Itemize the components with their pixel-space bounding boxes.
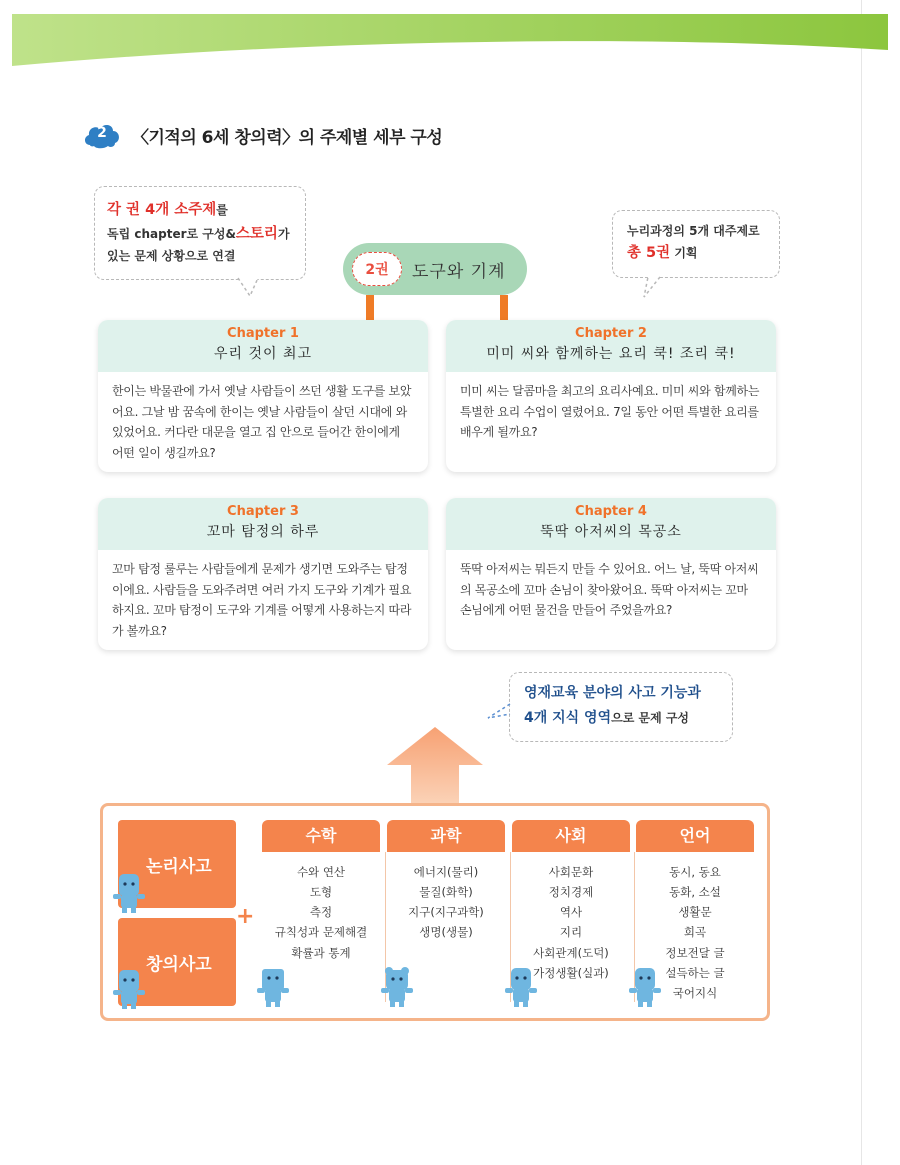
chapter-header <box>446 498 776 550</box>
chapter-header <box>98 320 428 372</box>
chapter-card-4 <box>446 498 776 650</box>
list-item: 정보전달 글 <box>665 945 725 960</box>
subject-title: 사회 <box>512 820 630 852</box>
list-item: 국어지식 <box>672 985 718 1000</box>
sign-post-left <box>366 295 374 321</box>
mascot-icon <box>628 966 662 1008</box>
callout-right-line-1: 누리과정의 5개 대주제로 <box>627 224 760 238</box>
list-item: 설득하는 글 <box>665 965 725 980</box>
section-number: 2 <box>97 125 107 141</box>
chapter-title: 뚝딱 아저씨의 목공소 <box>540 524 682 540</box>
list-item: 측정 <box>309 905 333 920</box>
plus-sign: + <box>236 904 255 929</box>
subject-title: 과학 <box>387 820 505 852</box>
section-title <box>82 118 442 152</box>
list-item: 물질(화학) <box>419 885 473 900</box>
volume-title: 도구와 기계 <box>412 261 506 282</box>
list-item: 역사 <box>559 905 583 920</box>
list-item: 희곡 <box>683 925 707 940</box>
chapter-body: 미미 씨는 달콤마을 최고의 요리사예요. 미미 씨와 함께하는 특별한 요리 수업이 열렸어요. 7일 동안 어떤 특별한 요리를 배우게 될까요? <box>460 384 760 440</box>
subject-title: 수학 <box>262 820 380 852</box>
chapter-card-3 <box>98 498 428 650</box>
subject-science <box>387 820 505 943</box>
list-item: 동시, 동요 <box>669 865 721 879</box>
chapter-title: 미미 씨와 함께하는 요리 쿡! 조리 쿡! <box>486 346 736 362</box>
page-edge-line <box>861 0 862 1165</box>
callout-left-line-1: 각 권 4개 소주제를 <box>107 202 228 218</box>
top-green-band <box>0 0 900 80</box>
list-item: 가정생활(실과) <box>533 965 609 980</box>
section-number-badge <box>82 119 122 151</box>
list-item: 도형 <box>309 885 333 900</box>
chapter-body: 뚝딱 아저씨는 뭐든지 만들 수 있어요. 어느 날, 뚝딱 아저씨의 목공소에 꼬마 손님이 찾아왔어요. 뚝딱 아저씨는 꼬마 손님에게 어떤 물건을 만들어 주었을까요? <box>460 562 759 618</box>
volume-title-pill <box>343 243 527 295</box>
up-arrow-icon <box>385 727 485 805</box>
callout-right <box>612 210 780 278</box>
chapter-label: Chapter 3 <box>227 504 299 519</box>
mascot-icon <box>504 966 538 1008</box>
list-item: 생활문 <box>678 905 712 920</box>
subject-items <box>387 852 505 943</box>
callout-bottom <box>509 672 733 742</box>
chapter-title: 꼬마 탐정의 하루 <box>206 524 320 540</box>
callout-bottom-line-1: 영재교육 분야의 사고 기능과 <box>524 685 701 701</box>
chapter-title: 우리 것이 최고 <box>213 346 313 362</box>
list-item: 지구(지구과학) <box>408 905 484 920</box>
callout-left-line-2: 독립 chapter로 구성&스토리가 <box>107 225 290 242</box>
chapter-body: 한이는 박물관에 가서 옛날 사람들이 쓰던 생활 도구를 보았어요. 그날 밤 꿈속에 한이는 옛날 사람들이 살던 시대에 와 있었어요. 커다란 대문을 열고 집 안으로 들어간 한이에게 어떤 일이 생길까요? <box>112 384 412 460</box>
chapter-header <box>98 498 428 550</box>
list-item: 에너지(물리) <box>413 865 479 879</box>
callout-left-line-3: 있는 문제 상황으로 연결 <box>107 248 236 263</box>
sign-post-right <box>500 295 508 321</box>
callout-right-line-2: 총 5권 기획 <box>627 245 698 262</box>
callout-left-tail <box>236 276 264 298</box>
subject-title: 언어 <box>636 820 754 852</box>
list-item: 정치경제 <box>548 885 594 900</box>
mascot-icon <box>256 966 290 1008</box>
subject-items <box>262 852 380 963</box>
list-item: 규칙성과 문제해결 <box>274 925 368 940</box>
list-item: 지리 <box>559 925 583 940</box>
list-item: 동화, 소설 <box>669 885 721 900</box>
list-item: 사회문화 <box>548 865 594 879</box>
chapter-label: Chapter 1 <box>227 326 299 341</box>
list-item: 생명(생물) <box>419 925 473 940</box>
callout-left <box>94 186 306 280</box>
thinking-label-logic: 논리사고 <box>146 856 212 877</box>
callout-bottom-line-2: 4개 지식 영역으로 문제 구성 <box>524 709 690 726</box>
chapter-card-2 <box>446 320 776 472</box>
chapter-header <box>446 320 776 372</box>
volume-badge: 2권 <box>352 252 402 286</box>
subject-math <box>262 820 380 963</box>
callout-right-tail <box>640 275 666 299</box>
section-heading: 〈기적의 6세 창의력〉의 주제별 세부 구성 <box>132 127 443 148</box>
chapter-label: Chapter 2 <box>575 326 647 341</box>
mascot-icon <box>112 968 146 1010</box>
chapter-label: Chapter 4 <box>575 504 647 519</box>
callout-bottom-tail <box>486 700 512 722</box>
mascot-icon <box>380 966 414 1008</box>
list-item: 사회관계(도덕) <box>533 945 609 960</box>
list-item: 확률과 통계 <box>291 945 351 960</box>
mascot-icon <box>112 872 146 914</box>
list-item: 수와 연산 <box>296 865 346 879</box>
thinking-label-creative: 창의사고 <box>146 954 212 975</box>
chapter-card-1 <box>98 320 428 472</box>
subject-items <box>512 852 630 983</box>
chapter-body: 꼬마 탐정 룰루는 사람들에게 문제가 생기면 도와주는 탐정이에요. 사람들을 도와주려면 여러 가지 도구와 기계가 필요하지요. 꼬마 탐정이 도구와 기계를 어떻게 사용하는지 따라가 볼까요? <box>112 562 412 638</box>
subject-society <box>512 820 630 983</box>
